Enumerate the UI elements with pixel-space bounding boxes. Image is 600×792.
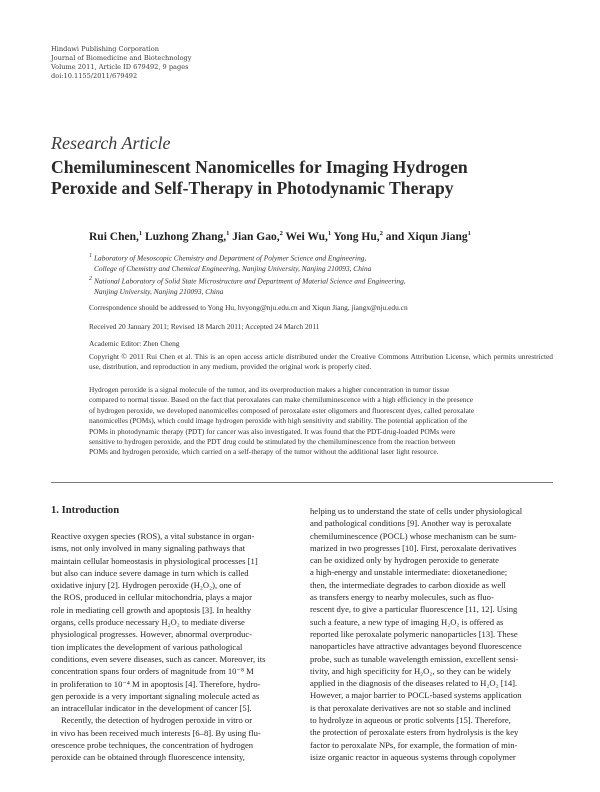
abstract-line: nanomicelles (POMs), which could image hydrogen peroxide with high sensitivity and stability. The potential application of the — [89, 416, 468, 426]
body-line: to hydrolyze in aqueous or protic solvents [15]. Therefore, — [310, 715, 511, 726]
body-line: isize organic reactor in aqueous systems through copolymer — [310, 751, 516, 762]
body-line: However, a major barrier to POCL-based systems application — [310, 690, 522, 701]
body-line: and pathological conditions [9]. Another way is peroxalate — [310, 518, 512, 529]
body-line: orescence probe techniques, the concentration of hydrogen — [51, 740, 254, 751]
body-line: then, the intermediate degrades to carbon dioxide as well — [310, 579, 506, 590]
author-list — [89, 230, 471, 243]
body-line: tion implicates the development of various pathological — [51, 641, 243, 652]
left-column — [51, 530, 295, 764]
affiliation-number: 1 — [89, 253, 93, 259]
body-line: but also can induce severe damage in turn which is called — [51, 567, 249, 578]
body-line: an intracellular indicator in the development of cancer [5]. — [51, 703, 252, 714]
author-name: Yong Hu, — [333, 230, 380, 243]
body-line: such a feature, a new type of imaging H₂O₂ is offered as — [310, 616, 504, 627]
body-line: concentration spans four orders of magnitude from 10⁻⁸ M — [51, 666, 254, 677]
publisher: Hindawi Publishing Corporation — [51, 45, 159, 53]
author-affiliation-mark: 1 — [327, 230, 332, 237]
title-line: Peroxide and Self-Therapy in Photodynamic Therapy — [51, 178, 454, 198]
abstract-line: compared to normal tissue. Based on the fact that peroxalates can make chemiluminescence with a high efficiency in the presence — [89, 395, 474, 405]
affiliation-line: College of Chemistry and Chemical Engineering, Nanjing University, Nanjing 210093, China — [94, 263, 372, 273]
author — [145, 231, 229, 243]
body-line: peroxide can be obtained through fluorescence intensity, — [51, 752, 245, 763]
affiliation-line: $^1$ Laboratory of Mesoscopic Chemistry and Department of Polymer Science and Engineering, — [89, 253, 367, 263]
body-line: conditions, even severe diseases, such as cancer. Moreover, its — [51, 653, 266, 664]
body-line: the ROS, produced in cellular mitochondria, plays a major — [51, 592, 252, 603]
abstract — [89, 385, 553, 458]
body-line: organs, cells produce necessary H₂O₂ to mediate diverse — [51, 617, 245, 628]
body-line: physiological progresses. However, abnormal overproduc- — [51, 629, 253, 640]
title-line: Chemiluminescent Nanomicelles for Imaging Hydrogen — [51, 157, 468, 177]
body-line: helping us to understand the state of cells under physiological — [310, 506, 523, 516]
author-affiliation-mark: 1 — [226, 230, 230, 237]
affiliation-line: Nanjing University, Nanjing 210093, China — [94, 286, 224, 296]
body-line: in proliferation to 10⁻⁴ M in apoptosis [4]. Therefore, hydro- — [51, 678, 261, 689]
body-line: can be oxidized only by hydrogen peroxide to generate — [310, 555, 499, 566]
section-heading: 1. Introduction — [51, 505, 120, 516]
abstract-line: Hydrogen peroxide is a signal molecule of the tumor, and its overproduction makes a higher concentration in tumor tissue — [89, 385, 450, 394]
body-line: oxidative injury [2]. Hydrogen peroxide (H₂O₂), one of — [51, 580, 241, 591]
author-affiliation-mark: 2 — [279, 230, 283, 237]
author-name: Rui Chen, — [89, 230, 139, 243]
copyright-notice: Copyright © 2011 Rui Chen et al. This is an open access article distributed under the Creative Commons Attribution License, which permits unrestricted use, distribution, and reproduction in any medium, provided the original work is properly cited. — [89, 352, 553, 372]
body-line: is that peroxalate derivatives are not so stable and inclined — [310, 702, 511, 713]
author-name: Jian Gao, — [232, 230, 280, 243]
body-line: in vivo has been received much interests [6–8]. By using flu- — [51, 727, 261, 738]
doi[interactable]: doi:10.1155/2011/679492 — [51, 72, 138, 80]
abstract-line: sensitive to hydrogen peroxide, and the PDT drug could be stimulated by the chemiluminescence from the reaction between — [89, 437, 456, 447]
author — [386, 231, 471, 243]
affiliation-line: $^2$ National Laboratory of Solid State Microstructure and Department of Material Science and Engineering, — [89, 276, 406, 286]
paper-title — [51, 157, 551, 199]
body-line: probe, such as tunable wavelength emission, excellent sensi- — [310, 653, 519, 664]
received-dates: Received 20 January 2011; Revised 18 March 2011; Accepted 24 March 2011 — [89, 322, 320, 331]
author — [334, 231, 383, 243]
correspondence: Correspondence should be addressed to Yong Hu, hvyong@nju.edu.cn and Xiqun Jiang, jiangx@nju.edu.cn — [89, 303, 408, 312]
body-line: marized in two progresses [10]. First, peroxalate derivatives — [310, 542, 517, 553]
body-line: tivity, and high specificity for H₂O₂, so they can be widely — [310, 665, 512, 676]
author — [232, 231, 283, 243]
author-name: Luzhong Zhang, — [144, 230, 227, 243]
body-line: a high-energy and unstable intermediate: dioxetanedione; — [310, 567, 508, 578]
body-line: Recently, the detection of hydrogen peroxide in vitro or — [61, 715, 253, 726]
section-divider — [51, 482, 553, 483]
abstract-line: of hydrogen peroxide, we developed nanomicelles composed of peroxalate ester oligomers and fluorescent dyes, called peroxalate — [89, 405, 475, 415]
body-line: role in mediating cell growth and apoptosis [3]. In healthy — [51, 604, 251, 615]
volume-info: Volume 2011, Article ID 679492, 9 pages — [51, 63, 189, 71]
abstract-line: POMs and hydrogen peroxide, which carried on a self-therapy of the tumor without the additional laser light resource. — [89, 447, 439, 457]
author — [286, 231, 332, 243]
affiliations — [89, 251, 559, 297]
journal-name: Journal of Biomedicine and Biotechnology — [51, 54, 192, 62]
body-line: factor to peroxalate NPs, for example, the formation of min- — [310, 739, 518, 750]
author-affiliation-mark: 2 — [379, 230, 383, 237]
author-affiliation-mark: 1 — [467, 230, 471, 237]
author-name: Wei Wu, — [285, 230, 328, 243]
body-line: rescent dye, to give a particular fluorescence [11, 12]. Using — [310, 604, 518, 615]
body-line: gen peroxide is a very important signaling molecule acted as — [51, 690, 260, 701]
body-line: reported like peroxalate polymeric nanoparticles [13]. These — [310, 628, 518, 639]
author-affiliation-mark: 1 — [138, 230, 143, 237]
body-line: nanoparticles have attractive advantages beyond fluorescence — [310, 641, 522, 652]
body-line: the protection of peroxalate esters from hydrolysis is the key — [310, 727, 519, 738]
article-type: Research Article — [51, 133, 171, 153]
body-line: isms, not only involved in many signaling pathways that — [51, 543, 246, 554]
affiliation-number: 2 — [89, 276, 93, 283]
body-line: maintain cellular homeostasis in physiological processes [1] — [51, 555, 258, 566]
abstract-line: POMs in photodynamic therapy (PDT) for cancer was also investigated. It was found that the PDT-drug-loaded POMs were — [89, 426, 456, 436]
author-name: and Xiqun Jiang — [385, 230, 468, 243]
journal-header — [51, 45, 192, 81]
body-line: Reactive oxygen species (ROS), a vital substance in organ- — [51, 531, 255, 541]
body-line: as transfers energy to nearby molecules, such as fluo- — [310, 592, 494, 603]
body-line: chemiluminescence (POCL) whose mechanism can be sum- — [310, 530, 517, 541]
right-column — [310, 505, 554, 763]
academic-editor: Academic Editor: Zhen Cheng — [89, 339, 180, 348]
body-line: applied in the diagnosis of the diseases related to H₂O₂ [14]. — [310, 678, 518, 689]
author — [89, 231, 142, 243]
